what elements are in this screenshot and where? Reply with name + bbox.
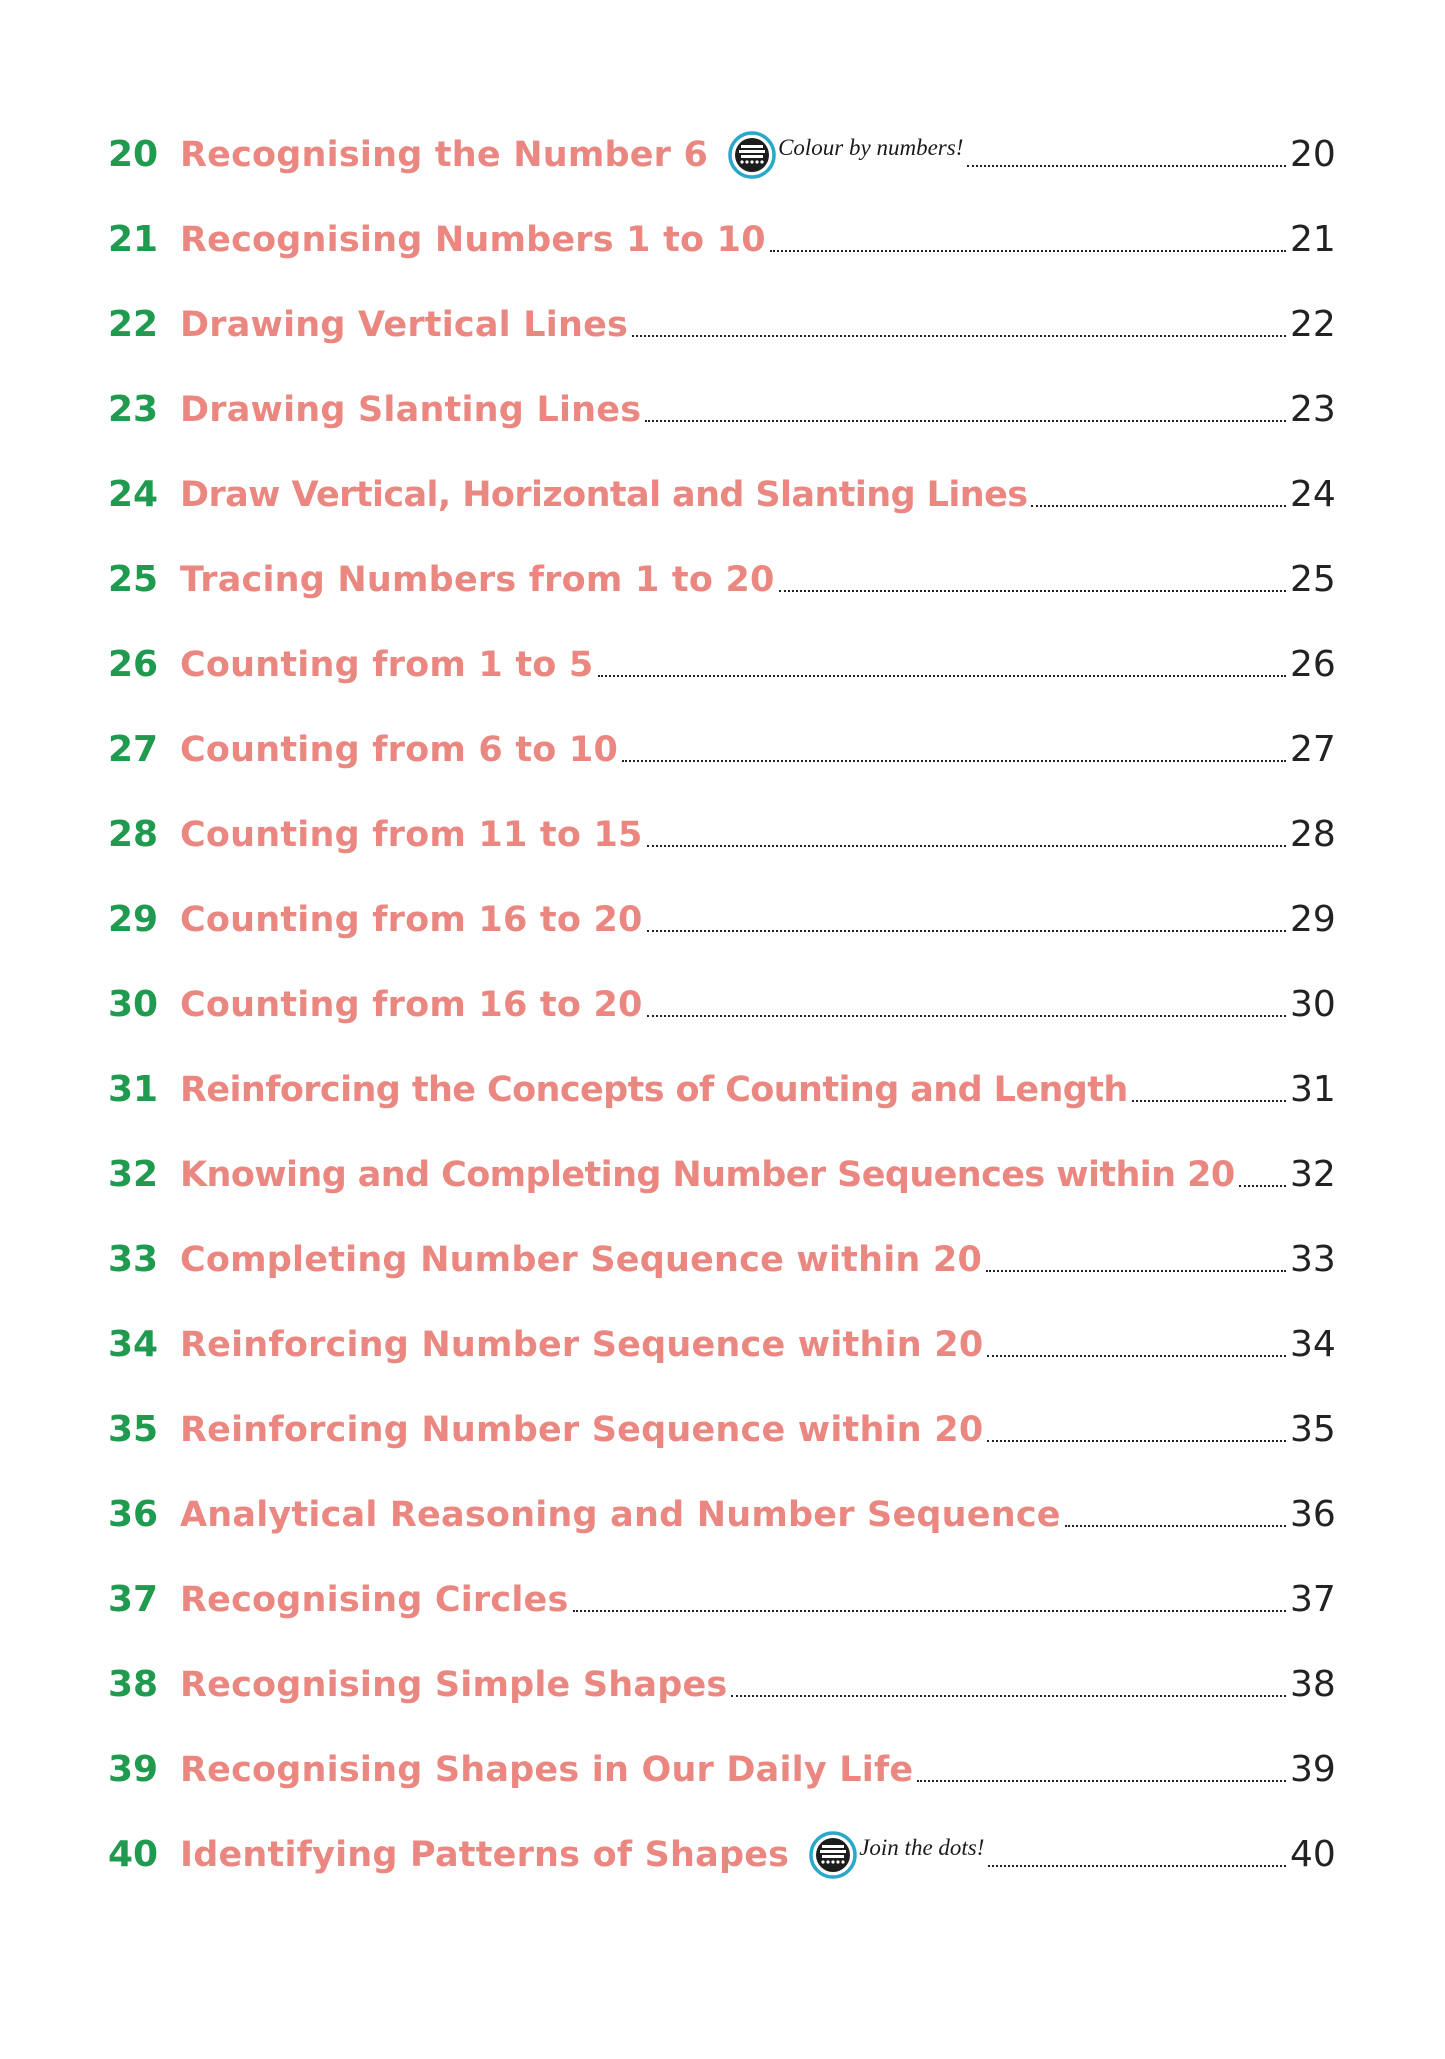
lesson-title: Reinforcing Number Sequence within 20 [180, 1409, 984, 1450]
page-number: 36 [1290, 1494, 1336, 1535]
lesson-title: Counting from 6 to 10 [180, 729, 619, 770]
toc-entry[interactable] [108, 1132, 1334, 1217]
page-number: 31 [1290, 1069, 1336, 1110]
activity-note: Colour by numbers! [778, 134, 964, 160]
lesson-title: Reinforcing the Concepts of Counting and Length [180, 1069, 1128, 1110]
lesson-number: 40 [108, 1834, 159, 1875]
dot-leader [779, 560, 1286, 592]
dot-leader [647, 815, 1286, 847]
lesson-number: 20 [108, 134, 159, 175]
toc-entry[interactable] [108, 1047, 1334, 1132]
dot-leader [1239, 1155, 1286, 1187]
page-number: 23 [1290, 389, 1336, 430]
lesson-title: Recognising Numbers 1 to 10 [180, 219, 766, 260]
page-number: 25 [1290, 559, 1336, 600]
dot-leader [598, 645, 1287, 677]
page-number: 24 [1290, 474, 1336, 515]
lesson-number: 22 [108, 304, 159, 345]
lesson-number: 28 [108, 814, 159, 855]
lesson-number: 27 [108, 729, 159, 770]
page-number: 40 [1290, 1834, 1336, 1875]
lesson-title: Tracing Numbers from 1 to 20 [180, 559, 775, 600]
lesson-number: 21 [108, 219, 159, 260]
lesson-number: 34 [108, 1324, 159, 1365]
lesson-number: 26 [108, 644, 159, 685]
page-number: 37 [1290, 1579, 1336, 1620]
toc-entry[interactable] [108, 112, 1334, 197]
dot-leader [770, 220, 1286, 252]
dot-leader [987, 1410, 1286, 1442]
page-number: 34 [1290, 1324, 1336, 1365]
activity-badge [728, 130, 963, 180]
activity-badge [809, 1830, 984, 1880]
activity-note: Join the dots! [859, 1834, 985, 1860]
lesson-number: 25 [108, 559, 159, 600]
dot-leader [988, 1835, 1286, 1867]
toc-entry[interactable] [108, 962, 1334, 1047]
lesson-number: 30 [108, 984, 159, 1025]
lesson-number: 32 [108, 1154, 159, 1195]
lesson-title: Drawing Slanting Lines [180, 389, 642, 430]
lesson-title: Draw Vertical, Horizontal and Slanting Lines [180, 474, 1028, 515]
page-number: 22 [1290, 304, 1336, 345]
dot-leader [1031, 475, 1286, 507]
lesson-number: 23 [108, 389, 159, 430]
toc-entry[interactable] [108, 1812, 1334, 1897]
lesson-title: Analytical Reasoning and Number Sequence [180, 1494, 1061, 1535]
dot-leader [987, 1325, 1286, 1357]
page-number: 38 [1290, 1664, 1336, 1705]
lesson-number: 29 [108, 899, 159, 940]
toc-entry[interactable] [108, 1387, 1334, 1472]
lesson-number: 39 [108, 1749, 159, 1790]
toc-entry[interactable] [108, 622, 1334, 707]
lesson-title: Knowing and Completing Number Sequences within 20 [180, 1154, 1235, 1195]
lesson-title: Counting from 11 to 15 [180, 814, 643, 855]
lesson-number: 37 [108, 1579, 159, 1620]
page-number: 29 [1290, 899, 1336, 940]
dot-leader [622, 730, 1286, 762]
lesson-title: Recognising Circles [180, 1579, 569, 1620]
lesson-title: Counting from 1 to 5 [180, 644, 594, 685]
dot-leader [573, 1580, 1287, 1612]
dot-leader [647, 900, 1286, 932]
page-number: 26 [1290, 644, 1336, 685]
lesson-title: Recognising the Number 6 [180, 134, 709, 175]
lesson-title: Counting from 16 to 20 [180, 984, 643, 1025]
page-number: 35 [1290, 1409, 1336, 1450]
toc-entry[interactable] [108, 707, 1334, 792]
toc-entry[interactable] [108, 1472, 1334, 1557]
dot-leader [632, 305, 1286, 337]
lesson-title: Counting from 16 to 20 [180, 899, 643, 940]
page-number: 33 [1290, 1239, 1336, 1280]
lesson-number: 33 [108, 1239, 159, 1280]
page-number: 28 [1290, 814, 1336, 855]
toc-entry[interactable] [108, 792, 1334, 877]
toc-entry[interactable] [108, 1727, 1334, 1812]
activity-badge-icon [728, 131, 776, 179]
page-number: 32 [1290, 1154, 1336, 1195]
lesson-number: 31 [108, 1069, 159, 1110]
toc-entry[interactable] [108, 1217, 1334, 1302]
lesson-title: Recognising Shapes in Our Daily Life [180, 1749, 914, 1790]
page-number: 27 [1290, 729, 1336, 770]
toc-entry[interactable] [108, 197, 1334, 282]
toc-entry[interactable] [108, 877, 1334, 962]
dot-leader [917, 1750, 1286, 1782]
lesson-title: Recognising Simple Shapes [180, 1664, 728, 1705]
lesson-title: Drawing Vertical Lines [180, 304, 629, 345]
dot-leader [1065, 1495, 1286, 1527]
lesson-title: Completing Number Sequence within 20 [180, 1239, 983, 1280]
lesson-number: 38 [108, 1664, 159, 1705]
toc-entry[interactable] [108, 1302, 1334, 1387]
toc-entry[interactable] [108, 537, 1334, 622]
lesson-title: Identifying Patterns of Shapes [180, 1834, 790, 1875]
dot-leader [986, 1240, 1286, 1272]
toc-entry[interactable] [108, 1557, 1334, 1642]
dot-leader [647, 985, 1286, 1017]
toc-entry[interactable] [108, 367, 1334, 452]
page-number: 30 [1290, 984, 1336, 1025]
dot-leader [731, 1665, 1286, 1697]
lesson-number: 35 [108, 1409, 159, 1450]
dot-leader [967, 135, 1286, 167]
lesson-title: Reinforcing Number Sequence within 20 [180, 1324, 984, 1365]
toc-entry[interactable] [108, 282, 1334, 367]
page-number: 21 [1290, 219, 1336, 260]
table-of-contents [108, 112, 1334, 1897]
lesson-number: 24 [108, 474, 159, 515]
dot-leader [1132, 1070, 1286, 1102]
page-number: 20 [1290, 134, 1336, 175]
toc-entry[interactable] [108, 452, 1334, 537]
activity-badge-icon [809, 1831, 857, 1879]
lesson-number: 36 [108, 1494, 159, 1535]
page-number: 39 [1290, 1749, 1336, 1790]
dot-leader [645, 390, 1286, 422]
toc-entry[interactable] [108, 1642, 1334, 1727]
